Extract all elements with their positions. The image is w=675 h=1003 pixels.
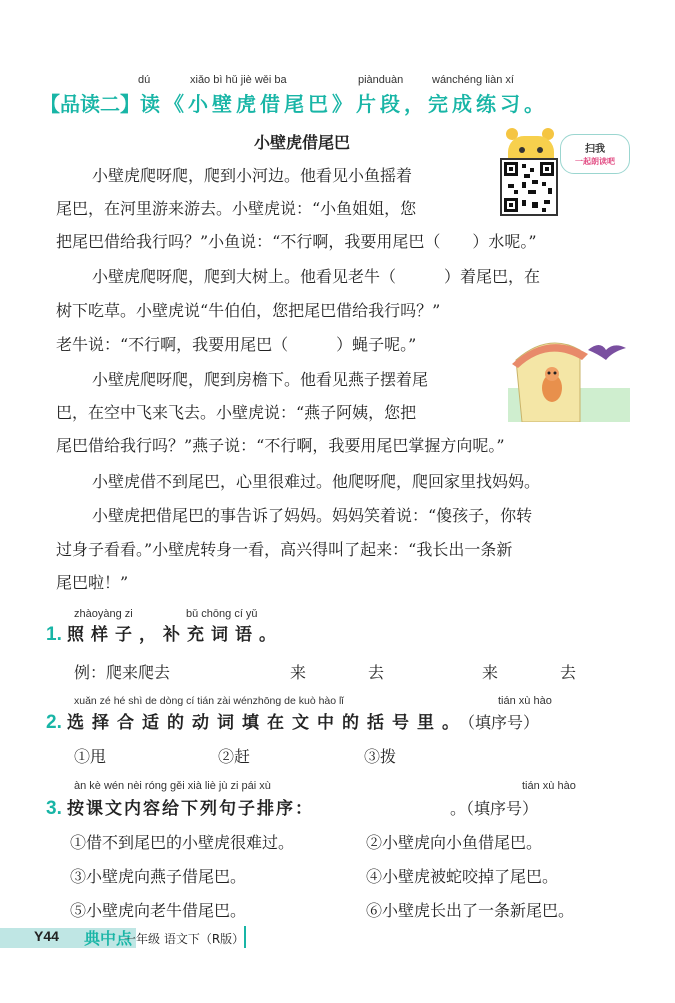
q2-pinyin-b: tián xù hào <box>498 695 552 707</box>
story-line: 小壁虎爬呀爬，爬到大树上。他看见老牛（ ）着尾巴，在 <box>92 267 541 286</box>
footer-divider <box>244 926 246 948</box>
story-line: 小壁虎把借尾巴的事告诉了妈妈。妈妈笑着说：“傻孩子，你转 <box>92 506 533 525</box>
q2-text: 选择合适的动词填在文中的括号里。 <box>66 713 467 733</box>
q1-char: 去 <box>368 663 385 682</box>
qr-code[interactable] <box>500 158 558 216</box>
illustration-house-lizard-swallow <box>508 330 630 422</box>
section-header <box>40 88 548 117</box>
story-line: 小壁虎借不到尾巴，心里很难过。他爬呀爬，爬回家里找妈妈。 <box>92 472 541 491</box>
story-title: 小壁虎借尾巴 <box>254 133 351 152</box>
q1-blank-1[interactable] <box>236 660 266 661</box>
footer-text: 一年级 语文下（R版） <box>124 932 245 946</box>
q2-pinyin-a: xuǎn zé hé shì de dòng cí tián zài wénzhōng de kuò hào lǐ <box>74 695 344 707</box>
q1-number: 1. <box>46 624 62 645</box>
q2-option: ③拨 <box>364 747 397 766</box>
q3-option: ⑥小壁虎长出了一条新尾巴。 <box>366 901 575 920</box>
story-line: 小壁虎爬呀爬，爬到小河边。他看见小鱼摇着 <box>92 166 413 185</box>
q3-text: 按课文内容给下列句子排序： <box>66 799 314 819</box>
story-line: 树下吃草。小壁虎说“牛伯伯，您把尾巴借给我行吗？” <box>56 301 441 320</box>
qr-label-1: 扫我 <box>585 144 605 155</box>
q1-text: 照样子，补充词语。 <box>66 625 283 645</box>
story-line: 老牛说：“不行啊，我要用尾巴（ ）蝇子呢。” <box>56 335 417 354</box>
q1-prompt <box>46 620 283 646</box>
q1-pinyin-a: zhàoyàng zi <box>74 608 133 620</box>
story-line: 把尾巴借给我行吗？”小鱼说：“不行啊，我要用尾巴（ ）水呢。” <box>56 232 537 251</box>
story-line: 小壁虎爬呀爬，爬到房檐下。他看见燕子摆着尾 <box>92 370 429 389</box>
q2-number: 2. <box>46 712 62 733</box>
q3-suffix: 。（填序号） <box>450 799 539 818</box>
qr-speech-bubble <box>560 134 630 174</box>
q1-pinyin-b: bǔ chōng cí yǔ <box>186 608 258 620</box>
q3-option: ③小壁虎向燕子借尾巴。 <box>70 867 247 886</box>
section-title: 读《小壁虎借尾巴》片段，完成练习。 <box>140 92 548 116</box>
q3-number: 3. <box>46 798 62 819</box>
q2-option: ②赶 <box>218 747 251 766</box>
story-line: 过身子看看。”小壁虎转身一看，高兴得叫了起来：“我长出一条新 <box>56 540 513 559</box>
q3-option: ④小壁虎被蛇咬掉了尾巴。 <box>366 867 559 886</box>
q3-prompt <box>46 794 314 820</box>
footer-brand: 典中点 <box>84 929 133 948</box>
story-line: 尾巴，在河里游来游去。小壁虎说：“小鱼姐姐，您 <box>56 199 417 218</box>
q2-option: ①甩 <box>74 747 107 766</box>
story-line: 巴，在空中飞来飞去。小壁虎说：“燕子阿姨，您把 <box>56 403 417 422</box>
q1-char: 来 <box>290 663 307 682</box>
q2-prompt <box>46 708 539 734</box>
qr-label-2: 一起朗读吧 <box>575 157 615 166</box>
pinyin-wancheng: wánchéng liàn xí <box>432 74 514 86</box>
q1-char: 去 <box>560 663 577 682</box>
q3-option: ②小壁虎向小鱼借尾巴。 <box>366 833 543 852</box>
section-label: 【品读二】 <box>40 92 140 116</box>
pinyin-title: xiǎo bì hǔ jiè wěi ba <box>190 74 287 86</box>
q1-example: 例：爬来爬去 <box>74 663 171 682</box>
q3-option: ⑤小壁虎向老牛借尾巴。 <box>70 901 247 920</box>
pinyin-pianduan: piànduàn <box>358 74 404 86</box>
q2-suffix: （填序号） <box>466 713 539 732</box>
q3-pinyin-b: tián xù hào <box>522 780 576 792</box>
pinyin-du: dú <box>138 74 151 86</box>
story-line: 尾巴借给我行吗？”燕子说：“不行啊，我要用尾巴掌握方向呢。” <box>56 436 505 455</box>
q3-option: ①借不到尾巴的小壁虎很难过。 <box>70 833 295 852</box>
story-line: 尾巴啦！” <box>56 573 129 592</box>
page-number: Y44 <box>34 928 59 944</box>
q1-char: 来 <box>482 663 499 682</box>
q3-pinyin-a: àn kè wén nèi róng gěi xià liè jù zi pái xù <box>74 780 271 792</box>
